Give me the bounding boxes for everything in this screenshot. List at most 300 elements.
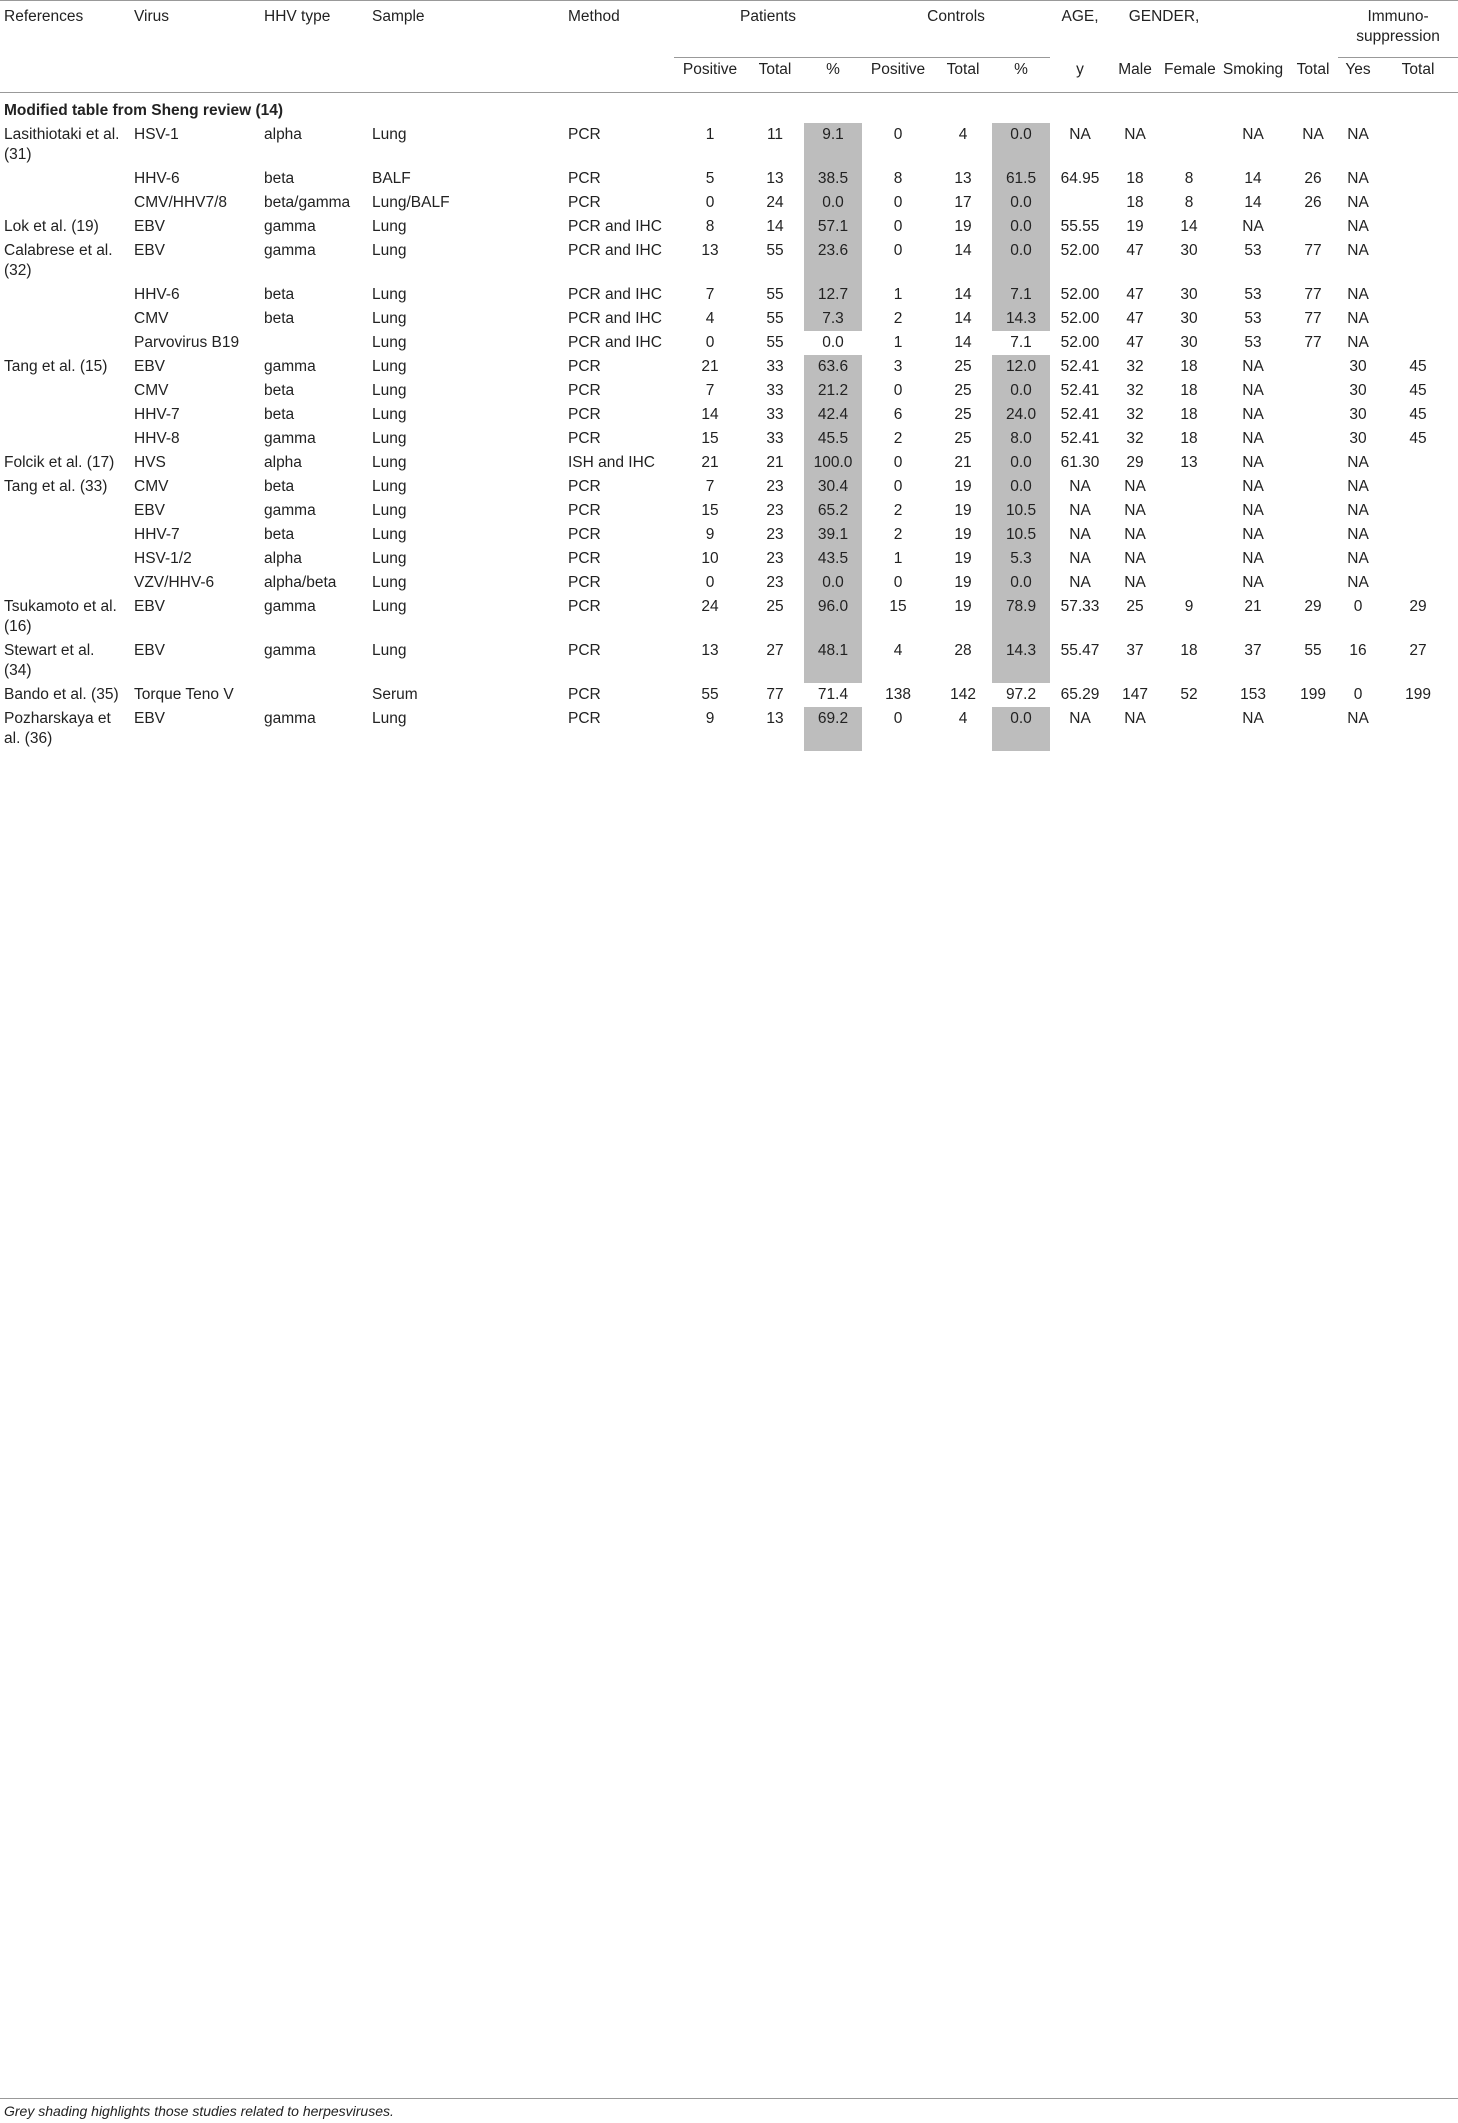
cell-p-tot: 14: [766, 218, 784, 235]
cell-p-pct: 39.1: [804, 523, 862, 547]
cell-sample: Lung: [372, 550, 407, 567]
cell-c-tot: 25: [954, 430, 972, 447]
cell-yes: 0: [1353, 686, 1363, 703]
cell-sample: Lung: [372, 642, 407, 659]
cell-c-pos: 0: [893, 218, 903, 235]
cell-smoking: NA: [1242, 478, 1264, 495]
cell-ref: [0, 571, 130, 595]
cell-female: [1160, 475, 1218, 499]
cell-age: 52.00: [1060, 334, 1100, 351]
cell-c-pos: 138: [885, 686, 911, 703]
cell-female: [1160, 547, 1218, 571]
cell-p-pct: 69.2: [804, 707, 862, 751]
cell-age: 55.55: [1060, 218, 1100, 235]
cell-virus: CMV: [134, 382, 169, 399]
cell-p-pct: 38.5: [804, 167, 862, 191]
cell-itot: [1378, 451, 1458, 475]
cell-smoking: NA: [1242, 406, 1264, 423]
cell-sample: Lung: [372, 242, 407, 259]
cell-virus: EBV: [134, 358, 166, 375]
cell-p-pos: 7: [705, 286, 715, 303]
cell-p-tot: 24: [766, 194, 784, 211]
cell-p-pos: 0: [705, 194, 715, 211]
cell-female: [1160, 571, 1218, 595]
cell-male: NA: [1124, 550, 1146, 567]
cell-c-tot: 4: [958, 710, 968, 727]
cell-p-pos: 15: [701, 502, 719, 519]
cell-c-pos: 0: [893, 478, 903, 495]
cell-p-pct: 71.4: [817, 686, 849, 703]
cell-itot: 27: [1409, 642, 1427, 659]
cell-ref: Tang et al. (15): [4, 358, 108, 375]
cell-method: PCR: [568, 382, 601, 399]
cell-c-pct: 14.3: [992, 307, 1050, 331]
section-header: [0, 93, 1458, 124]
cell-c-pct: 0.0: [992, 571, 1050, 595]
cell-male: 18: [1126, 194, 1144, 211]
cell-p-pos: 15: [701, 430, 719, 447]
cell-smoking: NA: [1242, 526, 1264, 543]
cell-method: PCR: [568, 550, 601, 567]
cell-male: NA: [1124, 710, 1146, 727]
cell-virus: CMV: [134, 478, 169, 495]
cell-c-pct: 8.0: [992, 427, 1050, 451]
cell-type: [260, 331, 368, 355]
cell-c-pct: 0.0: [992, 239, 1050, 283]
cell-itot: [1378, 215, 1458, 239]
cell-p-tot: 77: [766, 686, 784, 703]
col-total: Total: [1288, 58, 1338, 93]
cell-total: [1288, 427, 1338, 451]
cell-p-tot: 23: [766, 502, 784, 519]
cell-p-pct: 43.5: [804, 547, 862, 571]
cell-age: 64.95: [1060, 170, 1100, 187]
cell-total: 55: [1304, 642, 1322, 659]
cell-female: 18: [1180, 406, 1198, 423]
cell-ref: [0, 331, 130, 355]
cell-p-pct: 63.6: [804, 355, 862, 379]
table-row: [0, 451, 1458, 475]
cell-yes: NA: [1347, 574, 1369, 591]
cell-method: PCR: [568, 598, 601, 615]
cell-female: 30: [1180, 334, 1198, 351]
table-row: [0, 239, 1458, 283]
cell-method: PCR: [568, 194, 601, 211]
cell-c-tot: 19: [954, 598, 972, 615]
cell-p-pct: 21.2: [804, 379, 862, 403]
cell-p-tot: 23: [766, 526, 784, 543]
cell-itot: 29: [1409, 598, 1427, 615]
cell-sample: Lung: [372, 502, 407, 519]
cell-itot: [1378, 571, 1458, 595]
table-row: [0, 167, 1458, 191]
cell-c-pct: 0.0: [992, 215, 1050, 239]
col-patients-percent: %: [804, 58, 862, 93]
cell-c-pct: 5.3: [992, 547, 1050, 571]
cell-type: beta: [264, 286, 295, 303]
cell-virus: Parvovirus B19: [134, 334, 240, 351]
table-row: [0, 475, 1458, 499]
cell-age: NA: [1069, 550, 1091, 567]
cell-p-pct: 7.3: [804, 307, 862, 331]
cell-sample: BALF: [372, 170, 411, 187]
col-patients: Patients: [674, 1, 862, 58]
cell-total: [1288, 547, 1338, 571]
cell-ref: Folcik et al. (17): [4, 454, 115, 471]
cell-method: PCR: [568, 686, 601, 703]
cell-c-pos: 6: [893, 406, 903, 423]
cell-type: beta: [264, 478, 295, 495]
table-row: [0, 215, 1458, 239]
cell-virus: EBV: [134, 242, 166, 259]
cell-female: 14: [1180, 218, 1198, 235]
cell-female: [1160, 707, 1218, 751]
col-immunosuppression: Immuno-suppression: [1338, 1, 1458, 58]
cell-virus: EBV: [134, 598, 166, 615]
cell-c-pct: 14.3: [992, 639, 1050, 683]
cell-c-tot: 142: [950, 686, 976, 703]
cell-smoking: 153: [1240, 686, 1266, 703]
table-row: [0, 427, 1458, 451]
cell-method: ISH and IHC: [568, 454, 656, 471]
cell-c-pct: 0.0: [992, 379, 1050, 403]
herpesvirus-studies-table: [0, 0, 1458, 751]
cell-c-tot: 17: [954, 194, 972, 211]
cell-female: 30: [1180, 310, 1198, 327]
cell-c-tot: 4: [958, 126, 968, 143]
cell-ref: [0, 403, 130, 427]
cell-female: 8: [1184, 194, 1194, 211]
cell-smoking: NA: [1242, 710, 1264, 727]
col-hhv-type: HHV type: [260, 1, 368, 58]
cell-age: 61.30: [1060, 454, 1100, 471]
cell-p-pos: 0: [705, 334, 715, 351]
col-male: Male: [1110, 58, 1160, 93]
cell-c-pos: 8: [893, 170, 903, 187]
cell-yes: 30: [1349, 406, 1367, 423]
cell-smoking: 37: [1244, 642, 1262, 659]
cell-p-tot: 55: [766, 286, 784, 303]
cell-c-tot: 19: [954, 574, 972, 591]
cell-p-tot: 13: [766, 710, 784, 727]
cell-age: 57.33: [1060, 598, 1100, 615]
cell-method: PCR: [568, 358, 601, 375]
table-row: [0, 331, 1458, 355]
cell-type: gamma: [264, 358, 316, 375]
cell-itot: [1378, 523, 1458, 547]
cell-p-pos: 1: [705, 126, 715, 143]
cell-c-tot: 25: [954, 358, 972, 375]
cell-c-tot: 19: [954, 526, 972, 543]
table-row: [0, 379, 1458, 403]
cell-p-tot: 23: [766, 478, 784, 495]
cell-method: PCR: [568, 502, 601, 519]
cell-p-pct: 9.1: [804, 123, 862, 167]
cell-p-pos: 9: [705, 710, 715, 727]
cell-p-pct: 100.0: [804, 451, 862, 475]
cell-male: 47: [1126, 334, 1144, 351]
cell-yes: NA: [1347, 218, 1369, 235]
cell-male: 47: [1126, 286, 1144, 303]
cell-virus: HSV-1: [134, 126, 179, 143]
cell-c-pos: 0: [893, 194, 903, 211]
cell-type: gamma: [264, 218, 316, 235]
table-row: [0, 403, 1458, 427]
cell-type: beta: [264, 382, 295, 399]
cell-total: [1288, 707, 1338, 751]
cell-p-tot: 23: [766, 550, 784, 567]
cell-type: beta: [264, 406, 295, 423]
cell-p-pct: 0.0: [822, 334, 844, 351]
cell-ref: [0, 283, 130, 307]
cell-yes: NA: [1347, 550, 1369, 567]
cell-type: alpha: [264, 550, 302, 567]
cell-p-tot: 25: [766, 598, 784, 615]
cell-p-pct: 65.2: [804, 499, 862, 523]
cell-male: 18: [1126, 170, 1144, 187]
cell-total: NA: [1302, 126, 1324, 143]
cell-p-pct: 42.4: [804, 403, 862, 427]
cell-male: 29: [1126, 454, 1144, 471]
cell-sample: Lung: [372, 334, 407, 351]
cell-sample: Lung: [372, 126, 407, 143]
cell-c-pct: 61.5: [992, 167, 1050, 191]
cell-sample: Lung: [372, 430, 407, 447]
cell-c-tot: 19: [954, 550, 972, 567]
cell-male: 47: [1126, 310, 1144, 327]
cell-yes: NA: [1347, 170, 1369, 187]
cell-smoking: NA: [1242, 382, 1264, 399]
cell-male: NA: [1124, 478, 1146, 495]
cell-method: PCR: [568, 478, 601, 495]
cell-total: [1288, 355, 1338, 379]
cell-p-pos: 55: [701, 686, 719, 703]
cell-type: alpha: [264, 126, 302, 143]
cell-c-pos: 15: [889, 598, 907, 615]
cell-sample: Lung: [372, 358, 407, 375]
cell-p-pos: 8: [705, 218, 715, 235]
cell-smoking: 53: [1244, 286, 1262, 303]
cell-p-pos: 14: [701, 406, 719, 423]
cell-male: 37: [1126, 642, 1144, 659]
cell-male: NA: [1124, 502, 1146, 519]
cell-c-tot: 25: [954, 382, 972, 399]
cell-total: 77: [1304, 334, 1322, 351]
cell-ref: [0, 547, 130, 571]
cell-female: 8: [1184, 170, 1194, 187]
cell-total: [1288, 215, 1338, 239]
cell-virus: EBV: [134, 642, 166, 659]
cell-c-pct: 78.9: [992, 595, 1050, 639]
cell-smoking: NA: [1242, 218, 1264, 235]
cell-method: PCR and IHC: [568, 334, 662, 351]
cell-type: gamma: [264, 642, 316, 659]
cell-p-tot: 55: [766, 334, 784, 351]
cell-yes: NA: [1347, 194, 1369, 211]
cell-method: PCR and IHC: [568, 218, 662, 235]
col-sample: Sample: [368, 1, 564, 58]
cell-c-pos: 0: [893, 126, 903, 143]
cell-p-tot: 23: [766, 574, 784, 591]
cell-male: 32: [1126, 430, 1144, 447]
cell-ref: [0, 499, 130, 523]
cell-c-pos: 1: [893, 286, 903, 303]
cell-c-pos: 2: [893, 502, 903, 519]
col-controls-total: Total: [934, 58, 992, 93]
cell-yes: NA: [1347, 478, 1369, 495]
table-body: [0, 93, 1458, 752]
cell-c-pos: 0: [893, 242, 903, 259]
cell-p-pos: 9: [705, 526, 715, 543]
cell-p-tot: 33: [766, 430, 784, 447]
cell-age: 55.47: [1060, 642, 1100, 659]
cell-itot: [1378, 547, 1458, 571]
cell-virus: EBV: [134, 502, 166, 519]
cell-p-pos: 5: [705, 170, 715, 187]
cell-sample: Lung: [372, 218, 407, 235]
col-method: Method: [564, 1, 674, 58]
cell-age: 52.00: [1060, 286, 1100, 303]
table-row: [0, 307, 1458, 331]
cell-c-pos: 1: [893, 334, 903, 351]
cell-c-tot: 19: [954, 478, 972, 495]
cell-yes: NA: [1347, 710, 1369, 727]
cell-p-tot: 33: [766, 406, 784, 423]
cell-itot: 199: [1405, 686, 1431, 703]
col-gender: GENDER,: [1110, 1, 1218, 58]
table-row: [0, 595, 1458, 639]
cell-male: 19: [1126, 218, 1144, 235]
cell-p-tot: 21: [766, 454, 784, 471]
cell-c-tot: 14: [954, 334, 972, 351]
cell-c-pct: 0.0: [992, 191, 1050, 215]
cell-c-tot: 19: [954, 502, 972, 519]
cell-type: beta/gamma: [264, 194, 351, 211]
cell-ref: Tsukamoto et al. (16): [4, 598, 117, 635]
cell-ref: Lok et al. (19): [4, 218, 99, 235]
cell-age: NA: [1069, 574, 1091, 591]
cell-virus: HHV-6: [134, 170, 180, 187]
cell-yes: NA: [1347, 242, 1369, 259]
cell-virus: HSV-1/2: [134, 550, 192, 567]
cell-c-pos: 1: [893, 550, 903, 567]
cell-total: [1288, 403, 1338, 427]
cell-p-tot: 55: [766, 310, 784, 327]
cell-total: 77: [1304, 242, 1322, 259]
cell-c-pct: 12.0: [992, 355, 1050, 379]
cell-p-tot: 33: [766, 382, 784, 399]
cell-c-pos: 0: [893, 454, 903, 471]
cell-yes: NA: [1347, 126, 1369, 143]
cell-p-pos: 13: [701, 642, 719, 659]
cell-sample: Lung: [372, 406, 407, 423]
cell-male: 147: [1122, 686, 1148, 703]
cell-p-pct: 23.6: [804, 239, 862, 283]
cell-c-pct: 0.0: [992, 451, 1050, 475]
cell-age: 65.29: [1060, 686, 1100, 703]
cell-c-pos: 2: [893, 526, 903, 543]
cell-c-pos: 4: [893, 642, 903, 659]
cell-sample: Lung: [372, 454, 407, 471]
cell-total: 77: [1304, 310, 1322, 327]
cell-male: NA: [1124, 574, 1146, 591]
cell-c-tot: 13: [954, 170, 972, 187]
cell-virus: EBV: [134, 218, 166, 235]
cell-method: PCR: [568, 430, 601, 447]
cell-smoking: NA: [1242, 574, 1264, 591]
cell-age: NA: [1069, 126, 1091, 143]
cell-total: 199: [1300, 686, 1326, 703]
table-row: [0, 639, 1458, 683]
cell-p-tot: 33: [766, 358, 784, 375]
cell-total: [1288, 475, 1338, 499]
cell-type: beta: [264, 170, 295, 187]
cell-yes: NA: [1347, 286, 1369, 303]
cell-yes: NA: [1347, 310, 1369, 327]
cell-smoking: NA: [1242, 358, 1264, 375]
cell-virus: EBV: [134, 710, 166, 727]
cell-male: NA: [1124, 526, 1146, 543]
cell-total: 29: [1304, 598, 1322, 615]
cell-method: PCR and IHC: [568, 310, 662, 327]
table-row: [0, 191, 1458, 215]
cell-total: [1288, 523, 1338, 547]
table-row: [0, 547, 1458, 571]
cell-ref: Stewart et al. (34): [4, 642, 95, 679]
cell-yes: 30: [1349, 358, 1367, 375]
cell-ref: [0, 307, 130, 331]
cell-ref: Bando et al. (35): [4, 686, 119, 703]
cell-virus: HVS: [134, 454, 166, 471]
cell-p-pct: 0.0: [804, 571, 862, 595]
cell-age: 52.41: [1060, 382, 1100, 399]
cell-c-pct: 97.2: [1005, 686, 1037, 703]
cell-itot: [1378, 283, 1458, 307]
cell-sample: Lung/BALF: [372, 194, 450, 211]
cell-type: gamma: [264, 598, 316, 615]
cell-type: gamma: [264, 502, 316, 519]
cell-female: 18: [1180, 382, 1198, 399]
col-immuno-total: Total: [1378, 58, 1458, 93]
col-controls-percent: %: [992, 58, 1050, 93]
cell-c-pct: 7.1: [992, 283, 1050, 307]
cell-type: gamma: [264, 430, 316, 447]
cell-ref: Lasithiotaki et al. (31): [4, 126, 120, 163]
cell-itot: [1378, 475, 1458, 499]
cell-male: 25: [1126, 598, 1144, 615]
cell-p-pos: 24: [701, 598, 719, 615]
cell-age: NA: [1069, 526, 1091, 543]
cell-ref: [0, 191, 130, 215]
cell-c-tot: 14: [954, 242, 972, 259]
col-smoking: Smoking: [1218, 58, 1288, 93]
cell-sample: Serum: [372, 686, 418, 703]
cell-female: 18: [1180, 642, 1198, 659]
section-title: Modified table from Sheng review (14): [4, 102, 284, 119]
cell-total: [1288, 571, 1338, 595]
cell-female: 30: [1180, 242, 1198, 259]
cell-age: 52.41: [1060, 358, 1100, 375]
cell-itot: [1378, 499, 1458, 523]
cell-itot: [1378, 331, 1458, 355]
cell-virus: CMV/HHV7/8: [134, 194, 228, 211]
cell-itot: 45: [1409, 406, 1427, 423]
cell-p-pos: 13: [701, 242, 719, 259]
col-controls-positive: Positive: [862, 58, 934, 93]
cell-ref: Pozharskaya et al. (36): [4, 710, 111, 747]
cell-itot: [1378, 123, 1458, 167]
cell-method: PCR: [568, 574, 601, 591]
